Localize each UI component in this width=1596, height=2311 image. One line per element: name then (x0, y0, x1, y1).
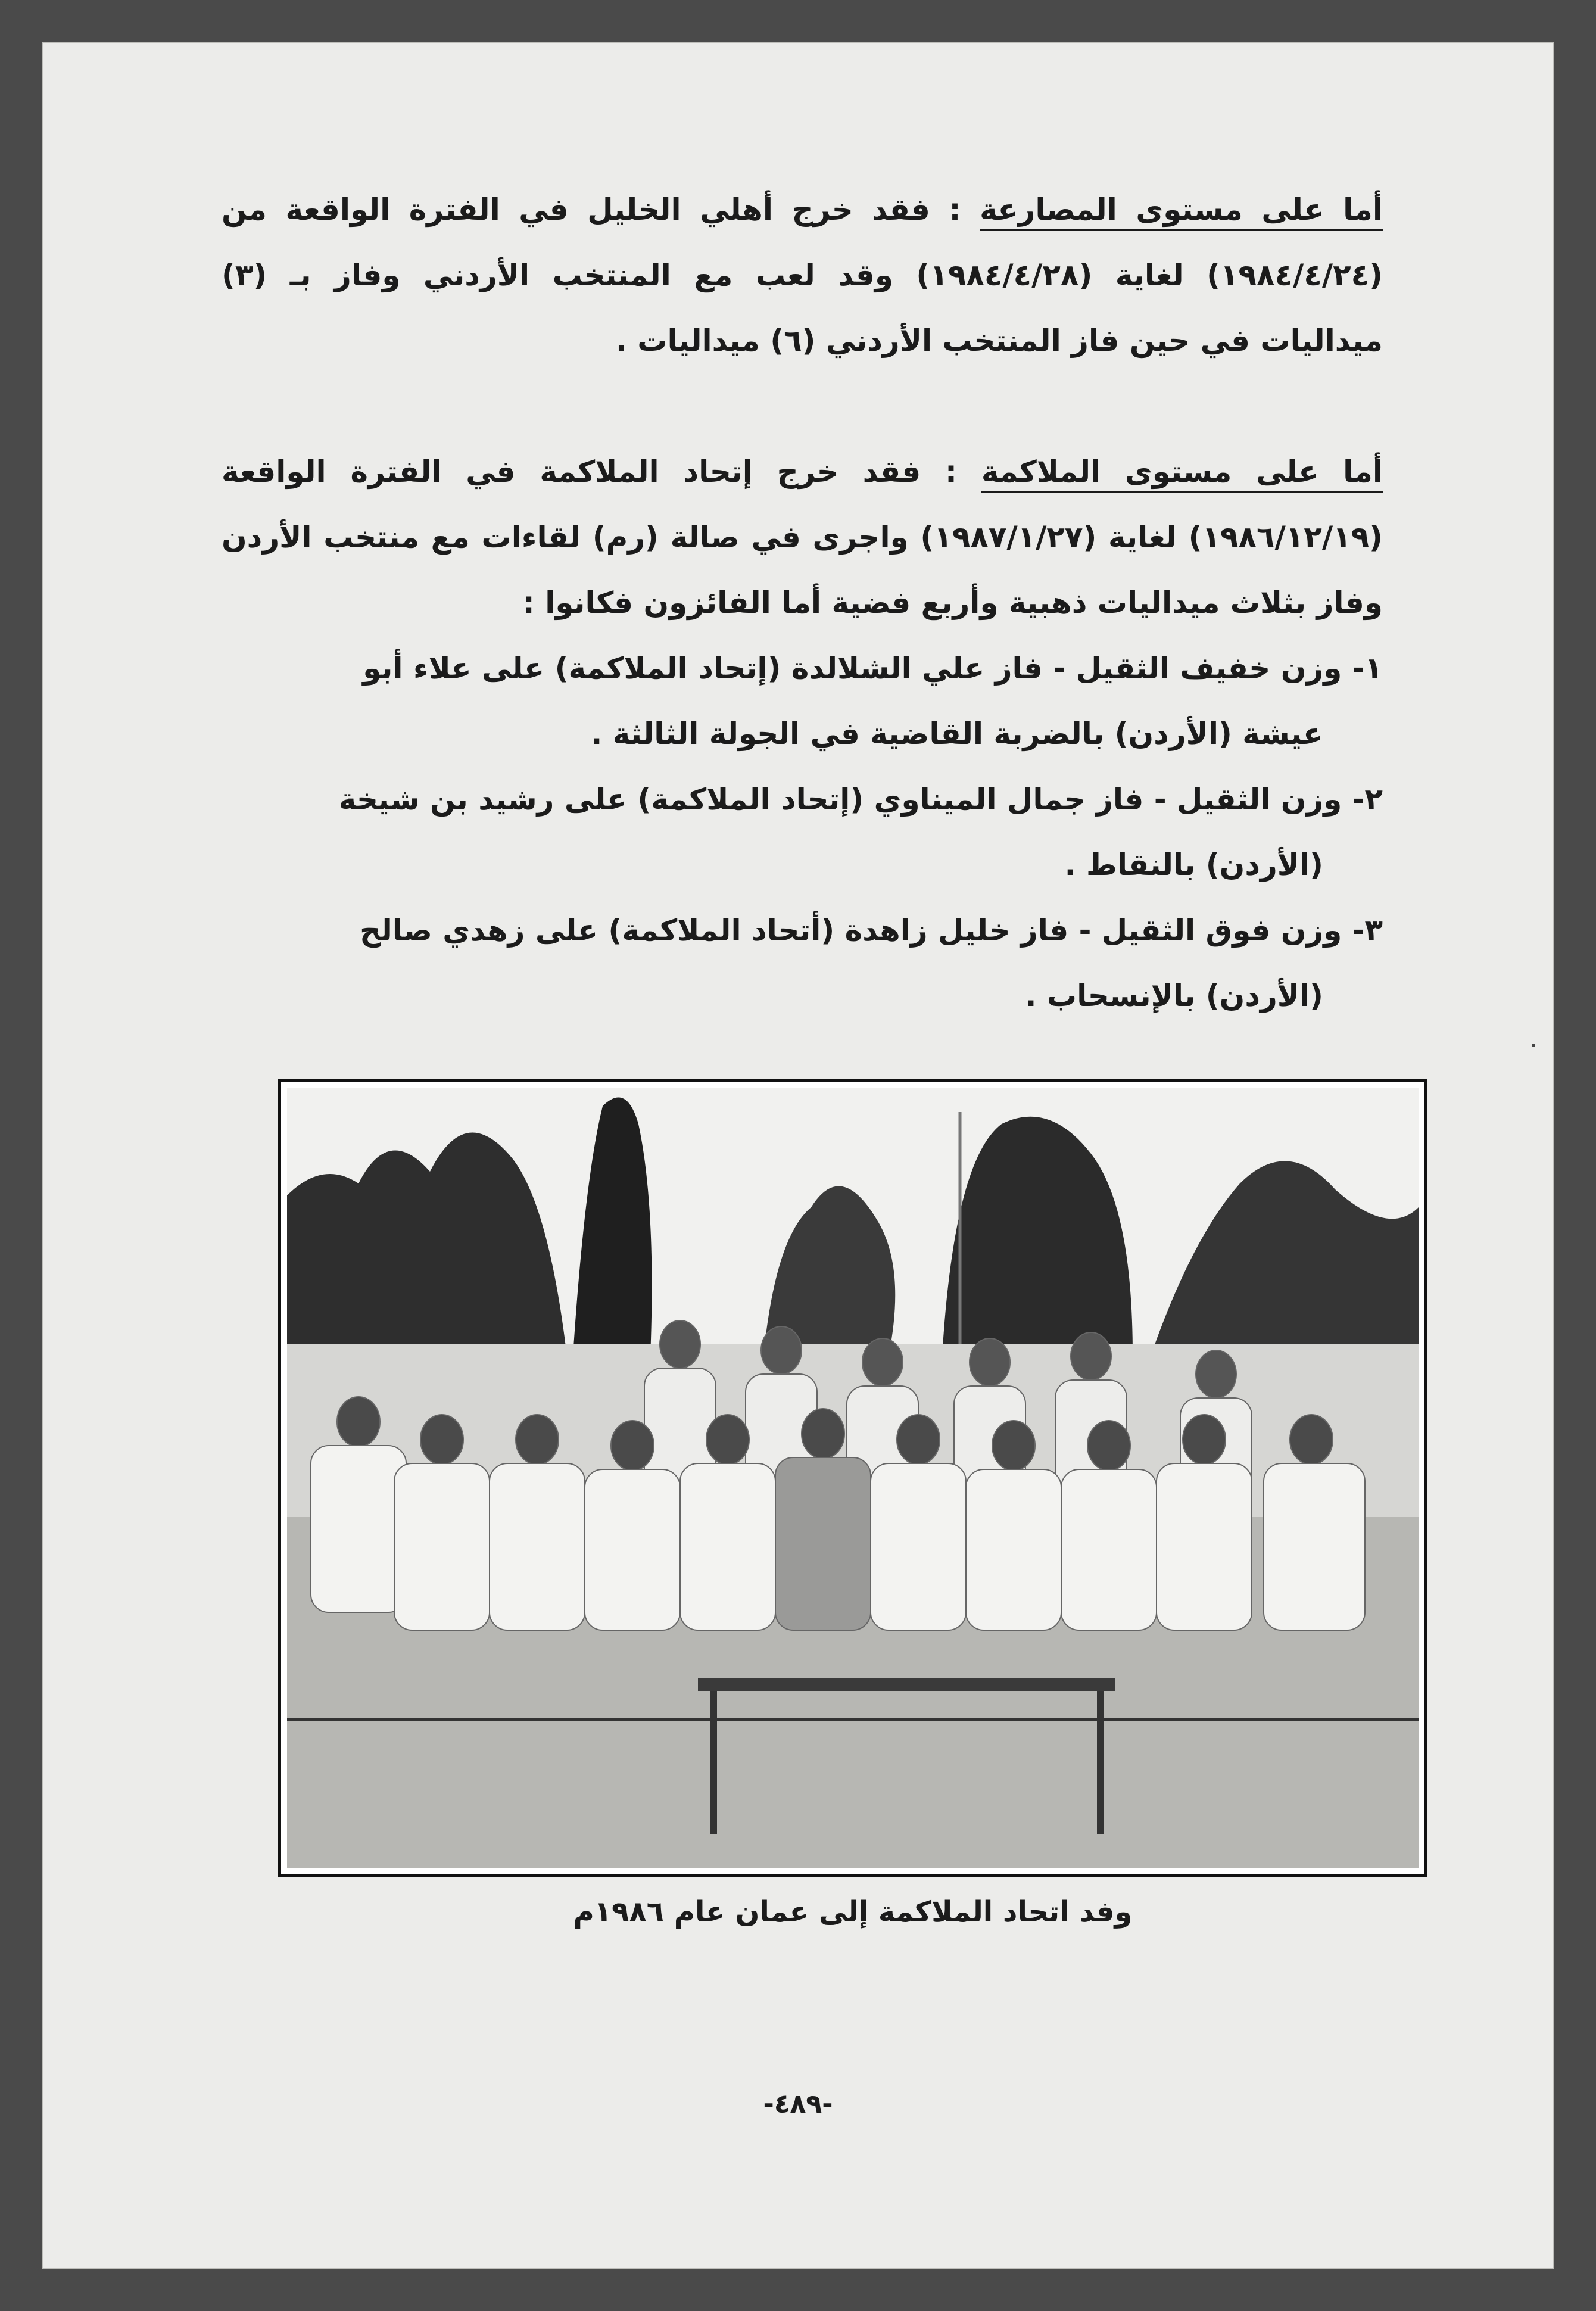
results-list (222, 636, 1383, 1029)
wrestling-heading: أما على مستوى المصارعة (980, 192, 1383, 227)
result-line: وزن فوق الثقيل - فاز خليل زاهدة (أتحاد الملاكمة) على زهدي صالح (359, 913, 1342, 948)
page-number: -٤٨٩- (763, 2089, 833, 2119)
result-line: وزن الثقيل - فاز جمال الميناوي (إتحاد الملاكمة) على رشيد بن شيخة (338, 782, 1342, 817)
boxing-text: : فقد خرج إتحاد الملاكمة في الفترة الواقعة (١٩٨٦/١٢/١٩) لغاية (١٩٨٧/١/٢٧) واجرى في صالة (رم) لقاءات مع منتخب الأردن وفاز بثلاث ميداليات ذهبية وأربع فضية أما الفائزون فكانوا : (222, 454, 1383, 620)
wrestling-text: : فقد خرج أهلي الخليل في الفترة الواقعة من (١٩٨٤/٤/٢٤) لغاية (١٩٨٤/٤/٢٨) وقد لعب مع المنتخب الأردني وفاز بـ (٣) ميداليات في حين فاز المنتخب الأردني (٦) ميداليات . (222, 192, 1383, 358)
result-line-continued: (الأردن) بالنقاط . (1064, 848, 1323, 882)
result-item (222, 636, 1383, 767)
result-number: ١- (1352, 651, 1383, 686)
result-line-continued: عيشة (الأردن) بالضربة القاضية في الجولة الثالثة . (591, 717, 1323, 751)
result-line-continued: (الأردن) بالإنسحاب . (1025, 979, 1323, 1013)
team-photo-illustration (287, 1088, 1419, 1868)
team-photo-frame (278, 1079, 1427, 1877)
team-photo (287, 1088, 1419, 1868)
result-item (222, 898, 1383, 1029)
scan-speck (1532, 1044, 1535, 1047)
result-number: ٢- (1352, 782, 1383, 817)
boxing-paragraph (222, 439, 1383, 636)
document-page (42, 42, 1554, 2269)
wrestling-paragraph (222, 177, 1383, 373)
result-line: وزن خفيف الثقيل - فاز علي الشلالدة (إتحاد الملاكمة) على علاء أبو (363, 651, 1342, 686)
result-item (222, 767, 1383, 898)
boxing-heading: أما على مستوى الملاكمة (981, 454, 1383, 489)
photo-caption: وفد اتحاد الملاكمة إلى عمان عام ١٩٨٦م (573, 1895, 1133, 1929)
result-number: ٣- (1352, 913, 1383, 948)
